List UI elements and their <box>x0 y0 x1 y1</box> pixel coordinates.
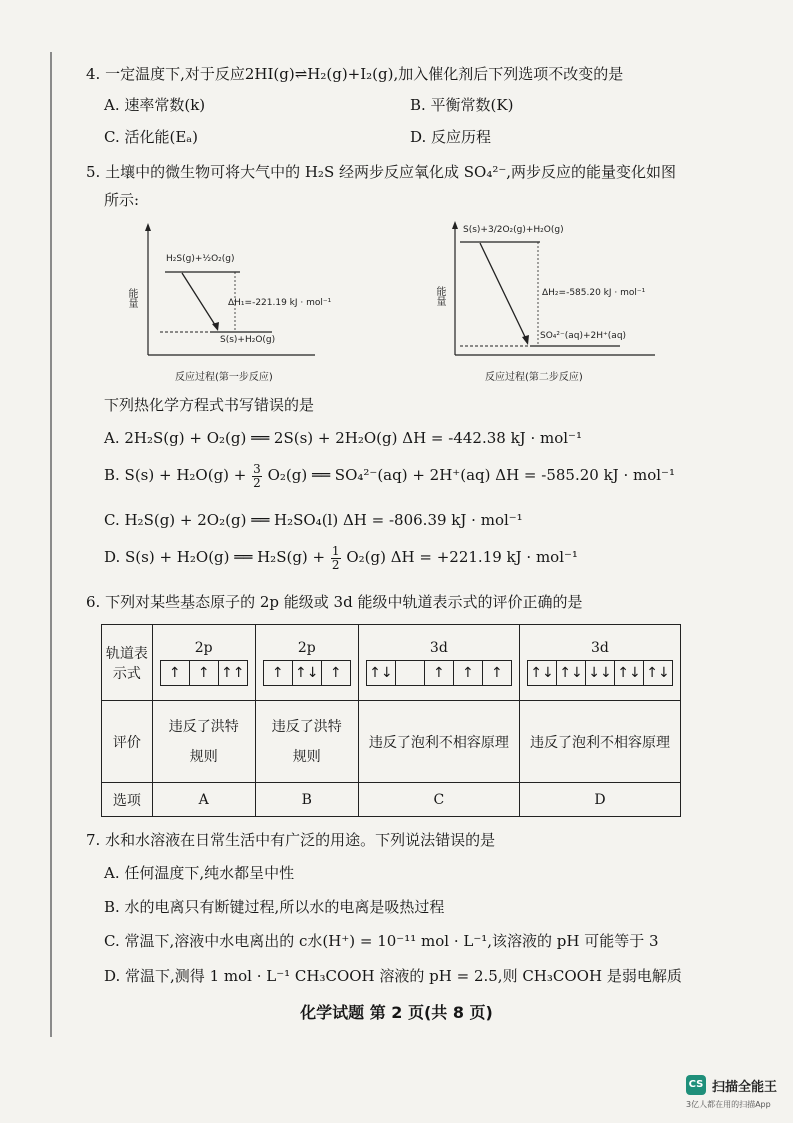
row-header-orbital: 轨道表示式 <box>102 625 153 701</box>
q4-option-c: C. 活化能(Eₐ) <box>104 128 198 146</box>
scanner-logo-icon: CS <box>686 1075 706 1095</box>
diagram-caption: 反应过程(第二步反应) <box>485 372 583 383</box>
y-axis-arrow <box>145 223 151 231</box>
q7-option-c: C. 常温下,溶液中水电离出的 c水(H⁺) = 10⁻¹¹ mol · L⁻¹,该溶液的 pH 可能等于 3 <box>104 932 659 950</box>
scanner-slogan: 3亿人都在用的扫描App <box>686 1100 771 1109</box>
orbital-box: ↑ <box>190 661 219 685</box>
level-label: 2p <box>297 639 316 656</box>
orbital-cell-b <box>255 625 358 701</box>
fraction-denominator: 2 <box>331 557 340 572</box>
q5-option-d-post: O₂(g) ΔH = +221.19 kJ · mol⁻¹ <box>346 548 578 566</box>
energy-diagram-step2 <box>430 218 660 390</box>
level-label: 2p <box>194 639 213 656</box>
q7-option-d: D. 常温下,测得 1 mol · L⁻¹ CH₃COOH 溶液的 pH = 2.5,则 CH₃COOH 是弱电解质 <box>104 967 682 985</box>
q5-option-b <box>104 460 675 490</box>
orbital-cell-c <box>358 625 519 701</box>
page-footer: 化学试题 第 2 页(共 8 页) <box>300 1003 493 1022</box>
orbital-boxes <box>160 660 248 686</box>
q5-option-d <box>104 542 578 572</box>
orbital-box: ↑↓ <box>528 661 557 685</box>
q5-option-b-post: O₂(g) ══ SO₄²⁻(aq) + 2H⁺(aq) ΔH = -585.20 kJ · mol⁻¹ <box>267 466 675 484</box>
orbital-box: ↑ <box>264 661 293 685</box>
energy-axis-label: 能量 <box>126 288 137 308</box>
orbital-box: ↑↓ <box>615 661 644 685</box>
row-header-comment: 评价 <box>102 701 153 783</box>
option-cell-c: C <box>358 783 519 817</box>
q4-option-d: D. 反应历程 <box>410 128 492 146</box>
q5-option-d-pre: D. S(s) + H₂O(g) ══ H₂S(g) + <box>104 548 326 566</box>
comment-cell-d: 违反了泡利不相容原理 <box>519 701 680 783</box>
delta-h-label: ΔH₂=-585.20 kJ · mol⁻¹ <box>542 288 646 298</box>
energy-diagram-step2-svg <box>430 218 660 390</box>
q5-option-d-fraction <box>331 545 341 572</box>
orbital-box: ↑↑ <box>220 664 245 681</box>
orbital-boxes <box>527 660 673 686</box>
option-cell-d: D <box>519 783 680 817</box>
orbital-box: ↑↓ <box>367 661 396 685</box>
orbital-boxes <box>263 660 351 686</box>
comment-cell-a: 违反了洪特规则 <box>152 701 255 783</box>
q5-option-b-fraction <box>252 463 262 490</box>
q5-stem-line1: 5. 土壤中的微生物可将大气中的 H₂S 经两步反应氧化成 SO₄²⁻,两步反应的能量变化如图 <box>86 163 677 181</box>
q7-option-a: A. 任何温度下,纯水都呈中性 <box>104 864 295 882</box>
orbital-box: ↑ <box>454 661 483 685</box>
product-label: SO₄²⁻(aq)+2H⁺(aq) <box>540 331 627 341</box>
q5-option-a: A. 2H₂S(g) + O₂(g) ══ 2S(s) + 2H₂O(g) ΔH = -442.38 kJ · mol⁻¹ <box>104 429 582 447</box>
reaction-arrowhead <box>212 322 219 331</box>
reaction-arrow <box>182 273 217 328</box>
reactant-label: S(s)+3/2O₂(g)+H₂O(g) <box>463 225 564 235</box>
q4-option-a: A. 速率常数(k) <box>104 96 206 114</box>
delta-h-label: ΔH₁=-221.19 kJ · mol⁻¹ <box>228 298 332 308</box>
level-label: 3d <box>429 639 448 656</box>
energy-diagram-step1 <box>120 220 332 390</box>
y-axis-arrow <box>452 221 458 229</box>
q4-option-b: B. 平衡常数(K) <box>410 96 514 114</box>
orbital-row <box>102 625 681 701</box>
orbital-box: ↑ <box>490 664 503 681</box>
q5-stem-line2: 所示: <box>104 191 140 209</box>
orbital-box: ↑ <box>161 661 190 685</box>
q7-option-b: B. 水的电离只有断键过程,所以水的电离是吸热过程 <box>104 898 445 916</box>
comment-row <box>102 701 681 783</box>
reaction-arrow <box>480 243 527 341</box>
diagram-caption: 反应过程(第一步反应) <box>175 372 273 383</box>
orbital-box: ↑↓ <box>293 661 322 685</box>
q4-stem: 4. 一定温度下,对于反应2HI(g)⇌H₂(g)+I₂(g),加入催化剂后下列选项不改变的是 <box>86 65 624 83</box>
q5-option-c: C. H₂S(g) + 2O₂(g) ══ H₂SO₄(l) ΔH = -806.39 kJ · mol⁻¹ <box>104 511 523 529</box>
option-row <box>102 783 681 817</box>
orbital-box: ↑↓ <box>557 661 586 685</box>
orbital-box <box>396 661 425 685</box>
product-label: S(s)+H₂O(g) <box>220 335 276 345</box>
fraction-numerator: 1 <box>331 543 340 558</box>
margin-line <box>50 52 52 1037</box>
fraction-denominator: 2 <box>253 475 261 490</box>
q6-stem: 6. 下列对某些基态原子的 2p 能级或 3d 能级中轨道表示式的评价正确的是 <box>86 593 583 611</box>
reactant-label: H₂S(g)+½O₂(g) <box>166 254 235 264</box>
q5-question: 下列热化学方程式书写错误的是 <box>104 396 315 414</box>
orbital-box: ↑ <box>425 661 454 685</box>
comment-cell-b: 违反了洪特规则 <box>255 701 358 783</box>
scanner-app-name: 扫描全能王 <box>712 1080 778 1095</box>
orbital-box: ↓↓ <box>586 661 615 685</box>
option-cell-b: B <box>255 783 358 817</box>
comment-cell-c: 违反了泡利不相容原理 <box>358 701 519 783</box>
orbital-cell-d <box>519 625 680 701</box>
orbital-cell-a <box>152 625 255 701</box>
orbital-box: ↑↓ <box>646 664 670 681</box>
option-cell-a: A <box>152 783 255 817</box>
level-label: 3d <box>591 639 609 656</box>
row-header-option: 选项 <box>102 783 153 817</box>
orbital-boxes <box>366 660 512 686</box>
energy-axis-label: 能量 <box>434 286 445 306</box>
orbital-table <box>101 624 681 817</box>
fraction-numerator: 3 <box>253 461 261 476</box>
orbital-box: ↑ <box>329 664 342 681</box>
q7-stem: 7. 水和水溶液在日常生活中有广泛的用途。下列说法错误的是 <box>86 831 496 849</box>
reaction-arrowhead <box>522 335 529 345</box>
q5-option-b-pre: B. S(s) + H₂O(g) + <box>104 466 247 484</box>
